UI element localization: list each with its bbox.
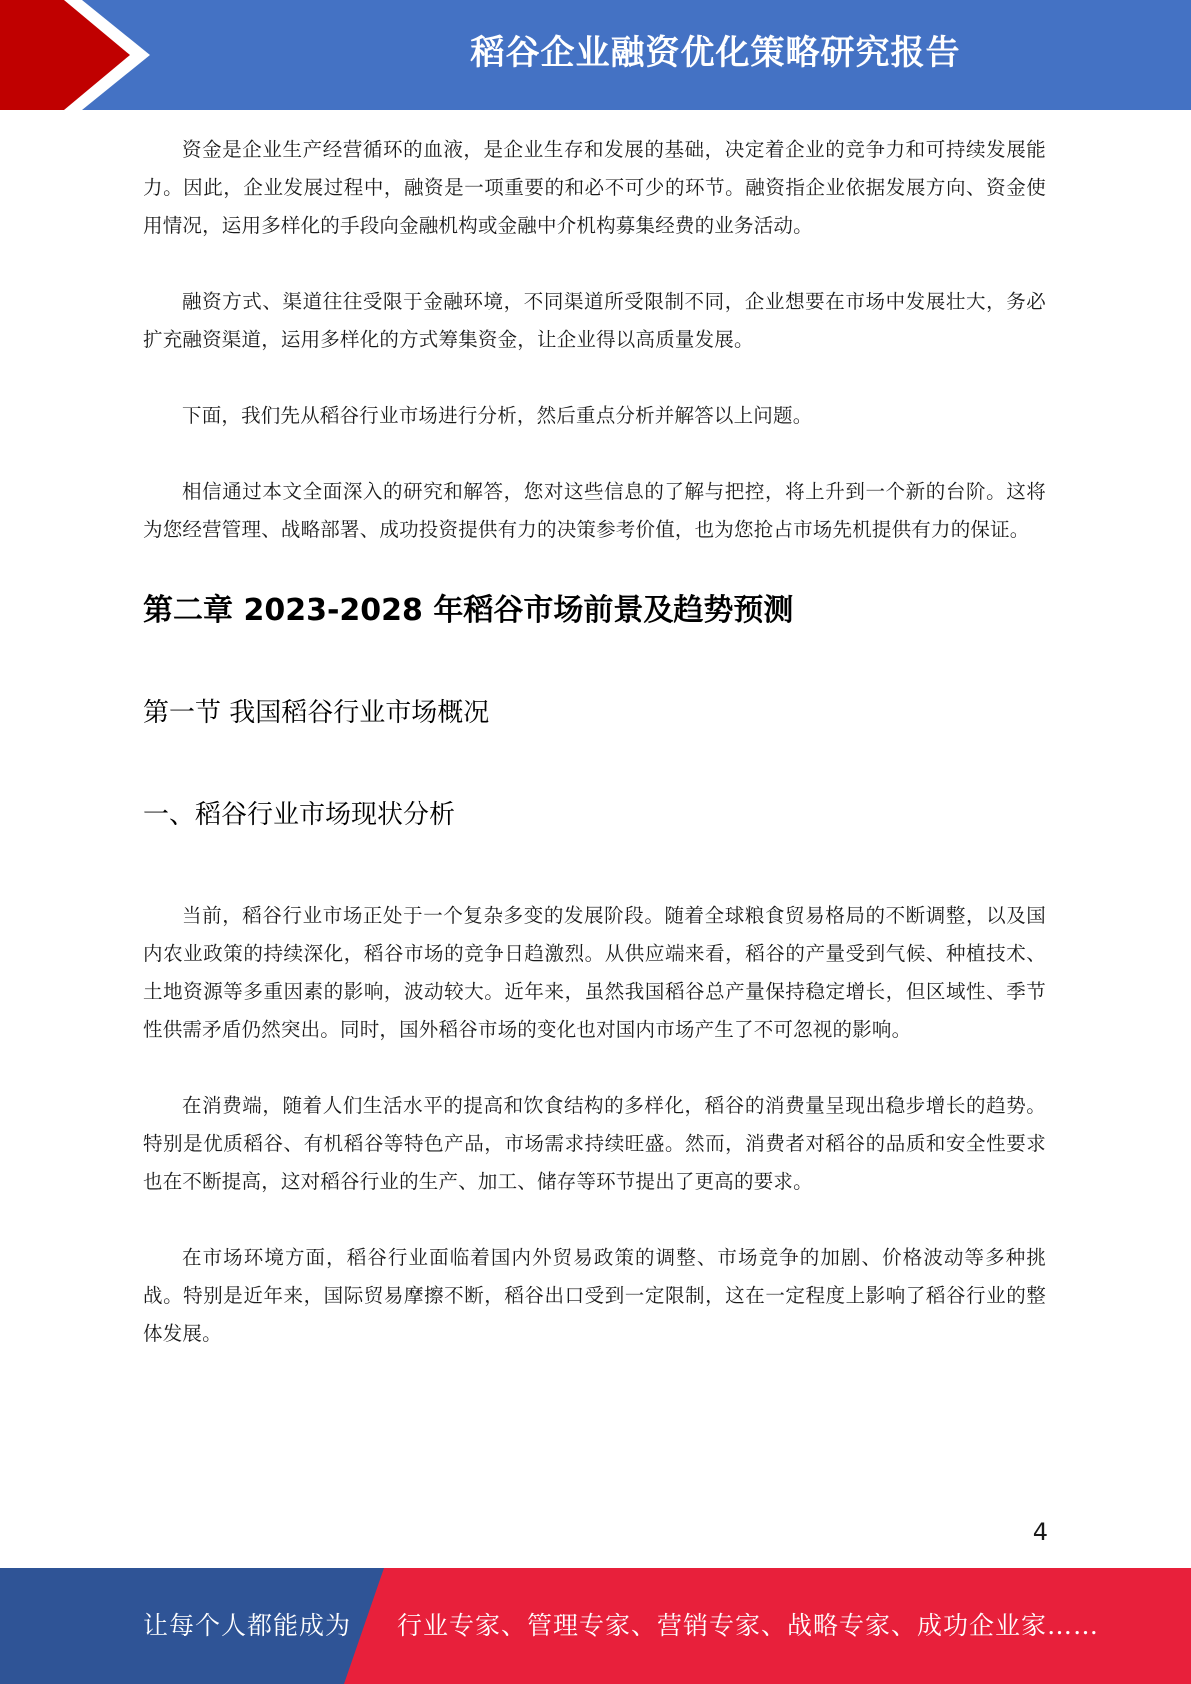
intro-paragraph-2: 融资方式、渠道往往受限于金融环境，不同渠道所受限制不同，企业想要在市场中发展壮大，务必扩充融资渠道，运用多样化的方式筹集资金，让企业得以高质量发展。: [143, 290, 1046, 351]
footer-slogan-right: 行业专家、管理专家、营销专家、战略专家、成功企业家……: [397, 1611, 1100, 1640]
intro-paragraph-3: 下面，我们先从稻谷行业市场进行分析，然后重点分析并解答以上问题。: [182, 404, 813, 427]
subsection-heading: 一、稻谷行业市场现状分析: [143, 800, 456, 830]
header-chevron-decoration: [0, 0, 160, 110]
body-paragraph-3: 在市场环境方面，稻谷行业面临着国内外贸易政策的调整、市场竞争的加剧、价格波动等多种挑战。特别是近年来，国际贸易摩擦不断，稻谷出口受到一定限制，这在一定程度上影响了稻谷行业的整体发展。: [143, 1246, 1046, 1345]
body-paragraph-1: 当前，稻谷行业市场正处于一个复杂多变的发展阶段。随着全球粮食贸易格局的不断调整，以及国内农业政策的持续深化，稻谷市场的竞争日趋激烈。从供应端来看，稻谷的产量受到气候、种植技术、土地资源等多重因素的影响，波动较大。近年来，虽然我国稻谷总产量保持稳定增长，但区域性、季节性供需矛盾仍然突出。同时，国外稻谷市场的变化也对国内市场产生了不可忽视的影响。: [143, 904, 1046, 1041]
intro-paragraph-4: 相信通过本文全面深入的研究和解答，您对这些信息的了解与把控，将上升到一个新的台阶。这将为您经营管理、战略部署、成功投资提供有力的决策参考价值，也为您抢占市场先机提供有力的保证。: [143, 480, 1046, 541]
report-title: 稻谷企业融资优化策略研究报告: [470, 33, 961, 73]
intro-paragraph-1: 资金是企业生产经营循环的血液，是企业生存和发展的基础，决定着企业的竞争力和可持续发展能力。因此，企业发展过程中，融资是一项重要的和必不可少的环节。融资指企业依据发展方向、资金使用情况，运用多样化的手段向金融机构或金融中介机构募集经费的业务活动。: [143, 138, 1046, 237]
header-band: [0, 0, 1191, 110]
footer-band: [0, 1568, 1191, 1684]
page-number: 4: [1032, 1518, 1048, 1546]
header-chevron-red: [0, 0, 130, 110]
page-content: [143, 131, 1046, 1353]
section-heading: 第一节 我国稻谷行业市场概况: [143, 698, 490, 728]
chapter-heading: 第二章 2023-2028 年稻谷市场前景及趋势预测: [143, 593, 794, 628]
footer-slogan-left: 让每个人都能成为: [143, 1611, 352, 1640]
body-paragraph-2: 在消费端，随着人们生活水平的提高和饮食结构的多样化，稻谷的消费量呈现出稳步增长的趋势。特别是优质稻谷、有机稻谷等特色产品，市场需求持续旺盛。然而，消费者对稻谷的品质和安全性要求也在不断提高，这对稻谷行业的生产、加工、储存等环节提出了更高的要求。: [143, 1094, 1046, 1193]
